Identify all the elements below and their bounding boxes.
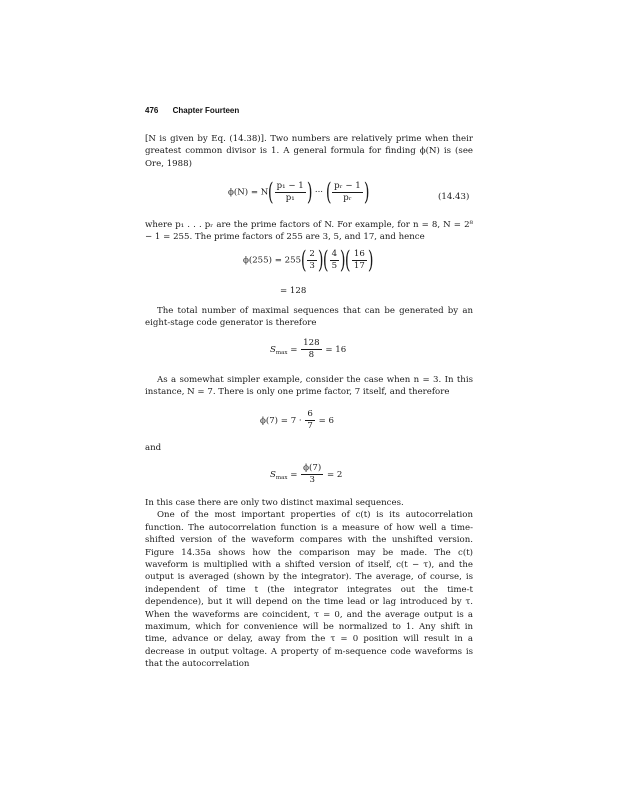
eq-lhs: ϕ(N) = N [228, 187, 269, 198]
eq-rhs: = 2 [326, 470, 343, 480]
left-paren: ( [300, 246, 307, 274]
denominator: 7 [307, 421, 313, 431]
denominator: 8 [308, 350, 315, 360]
numerator: ϕ(7) [303, 463, 322, 473]
right-paren: ) [339, 246, 346, 274]
page-number: 476 [145, 106, 159, 115]
fraction [330, 249, 339, 272]
eq-lhs: ϕ(7) = 7 · [260, 416, 302, 426]
numerator: 4 [331, 248, 338, 259]
paragraph-text: In this case there are only two distinct maximal sequences. [145, 498, 404, 508]
denominator: pᵣ [343, 192, 352, 203]
eq-subscript: max [275, 350, 288, 356]
equation-phi-7 [260, 409, 334, 432]
right-paren: ) [367, 246, 374, 274]
running-header [145, 106, 239, 115]
numerator: pᵣ − 1 [334, 180, 361, 191]
paragraph-intro [145, 133, 473, 170]
right-paren: ) [306, 178, 313, 206]
paragraph-text: and [145, 443, 162, 453]
denominator: 3 [309, 260, 315, 271]
fraction [305, 409, 314, 432]
eq-subscript: max [275, 475, 288, 481]
paragraph-text: [N is given by Eq. (14.38)]. Two numbers are relatively prime when their greatest common divisor is 1. A general formula for finding ϕ(N) is (see Ore, 1988) [145, 134, 473, 169]
left-paren: ( [325, 178, 332, 206]
equation-smax-2 [270, 463, 342, 486]
fraction [352, 249, 367, 272]
fraction [332, 181, 363, 204]
numerator: 2 [309, 248, 315, 259]
eq-rhs: = 6 [318, 416, 334, 426]
paragraph-text: As a somewhat simpler example, consider the case when n = 3. In this instance, N = 7. There is only one prime factor, 7 itself, and therefore [145, 375, 473, 398]
left-paren: ( [345, 246, 351, 274]
fraction [301, 338, 321, 361]
fraction [275, 181, 306, 204]
equals-sign: = [290, 345, 298, 355]
numerator: 128 [303, 338, 320, 348]
paragraph-text: One of the most important properties of c(t) is its autocorrelation function. The autocorrelation function is a measure of how well a time-shifted version of the waveform compares with the unshifted version. Figure 14.35a shows how the comparison may be made. The c(t) waveform is multiplied with a shifted version of itself, c(t − τ), and the output is averaged (shown by the integrator). The average, of course, is independent of time t (the integrator integrates out the time-t dependence), but it will depend on the time lead or lag introduced by τ. When the waveforms are coincident, τ = 0, and the average output is a maximum, which for convenience will be normalized to 1. Any shift in time, advance or delay, away from the τ = 0 position will result in a decrease in output voltage. A property of m-sequence code waveforms is that the autocorrelation [145, 510, 473, 670]
equals-sign: = [290, 470, 298, 480]
denominator: p₁ [285, 192, 295, 203]
paragraph-example [145, 219, 473, 244]
eq-symbol: S [270, 345, 276, 355]
denominator: 5 [331, 260, 338, 271]
paragraph-autocorrelation [145, 497, 473, 671]
paragraph-simpler-example [145, 374, 473, 399]
denominator: 3 [309, 475, 315, 485]
paragraph-maximal [145, 305, 473, 330]
numerator: p₁ − 1 [276, 180, 304, 191]
equation-14-43 [228, 180, 369, 204]
fraction [301, 463, 323, 486]
ellipsis: ··· [314, 187, 324, 198]
left-paren: ( [323, 246, 329, 274]
paragraph-text: The total number of maximal sequences that can be generated by an eight-stage code generator is therefore [145, 306, 473, 329]
equation-smax-16 [270, 338, 346, 361]
eq-lhs: ϕ(255) = 255 [243, 255, 302, 266]
word-and [145, 442, 473, 454]
equation-phi-255 [243, 248, 373, 272]
right-paren: ) [317, 246, 324, 274]
right-paren: ) [363, 178, 370, 206]
numerator: 16 [353, 248, 365, 259]
paragraph-text: where p₁ . . . pᵣ are the prime factors of N. For example, for n = 8, N = 2⁸ − 1 = 255. The prime factors of 255 are 3, 5, and 17, and hence [145, 220, 473, 243]
left-paren: ( [268, 178, 274, 206]
numerator: 6 [307, 409, 313, 419]
eq-symbol: S [270, 470, 276, 480]
denominator: 17 [353, 260, 365, 271]
equation-result-128: = 128 [280, 286, 307, 296]
eq-rhs: = 16 [325, 345, 347, 355]
fraction [307, 249, 316, 272]
chapter-title: Chapter Fourteen [172, 106, 240, 115]
equation-number: (14.43) [438, 192, 470, 202]
